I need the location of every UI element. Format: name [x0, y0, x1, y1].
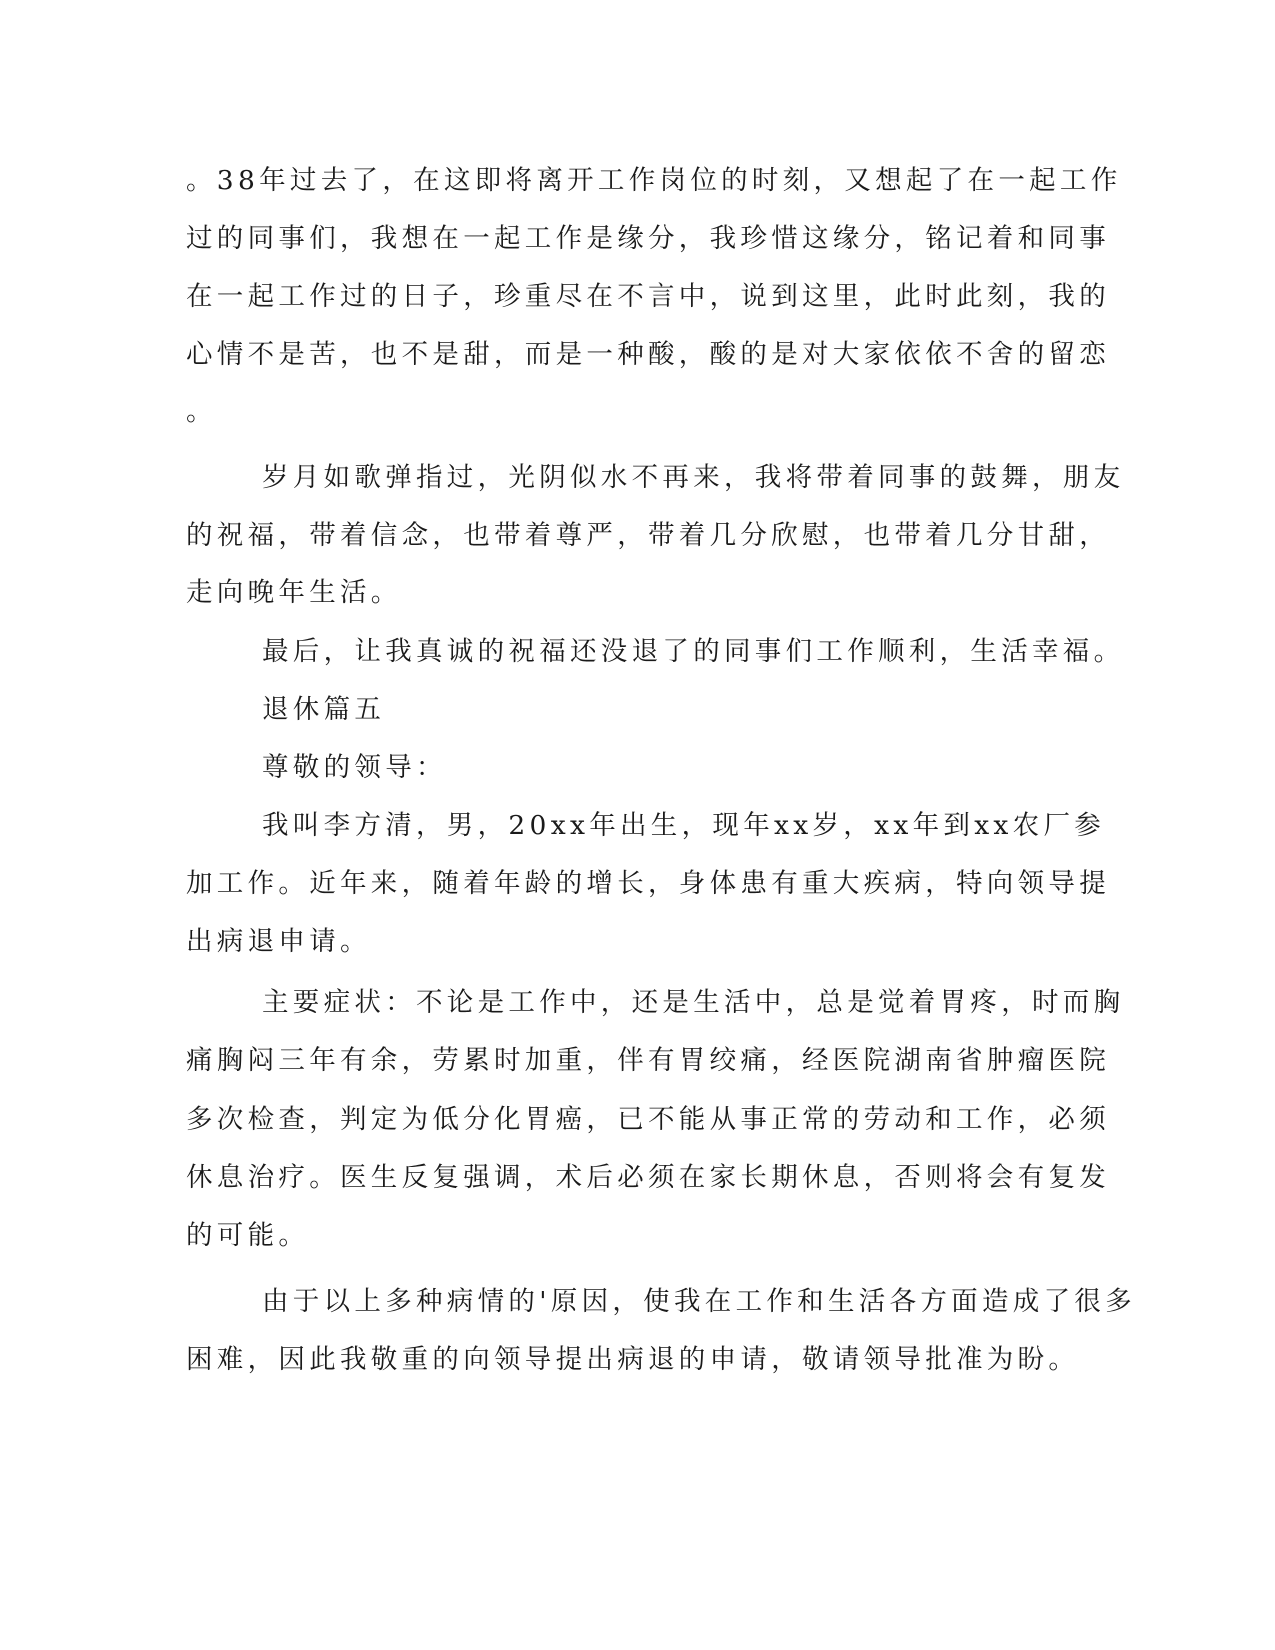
text-line: 由于以上多种病情的'原因，使我在工作和生活各方面造成了很多: [262, 1286, 1136, 1317]
text-line: 岁月如歌弹指过，光阴似水不再来，我将带着同事的鼓舞，朋友: [262, 462, 1125, 493]
text-line: 痛胸闷三年有余，劳累时加重，伴有胃绞痛，经医院湖南省肿瘤医院: [186, 1045, 1110, 1076]
text-line: 过的同事们，我想在一起工作是缘分，我珍惜这缘分，铭记着和同事: [186, 223, 1110, 254]
text-line: 最后，让我真诚的祝福还没退了的同事们工作顺利，生活幸福。: [262, 636, 1125, 667]
text-line: 我叫李方清，男，20xx年出生，现年xx岁，xx年到xx农厂参: [262, 810, 1106, 841]
text-line: 主要症状：不论是工作中，还是生活中，总是觉着胃疼，时而胸: [262, 987, 1125, 1018]
text-line: 加工作。近年来，随着年龄的增长，身体患有重大疾病，特向领导提: [186, 868, 1110, 899]
text-line: 多次检查，判定为低分化胃癌，已不能从事正常的劳动和工作，必须: [186, 1104, 1110, 1135]
section-heading: 退休篇五: [262, 694, 386, 725]
salutation: 尊敬的领导：: [262, 752, 447, 783]
text-line: 困难，因此我敬重的向领导提出病退的申请，敬请领导批准为盼。: [186, 1344, 1080, 1375]
text-line: 走向晚年生活。: [186, 577, 402, 608]
text-line: 的祝福，带着信念，也带着尊严，带着几分欣慰，也带着几分甘甜，: [186, 520, 1110, 551]
text-line: 的可能。: [186, 1220, 310, 1251]
text-line: 。38年过去了，在这即将离开工作岗位的时刻，又想起了在一起工作: [186, 165, 1122, 196]
text-line: 在一起工作过的日子，珍重尽在不言中，说到这里，此时此刻，我的: [186, 281, 1110, 312]
text-line: 心情不是苦，也不是甜，而是一种酸，酸的是对大家依依不舍的留恋: [186, 339, 1110, 370]
text-line: 出病退申请。: [186, 926, 371, 957]
text-line: 。: [186, 396, 217, 427]
text-line: 休息治疗。医生反复强调，术后必须在家长期休息，否则将会有复发: [186, 1162, 1110, 1193]
